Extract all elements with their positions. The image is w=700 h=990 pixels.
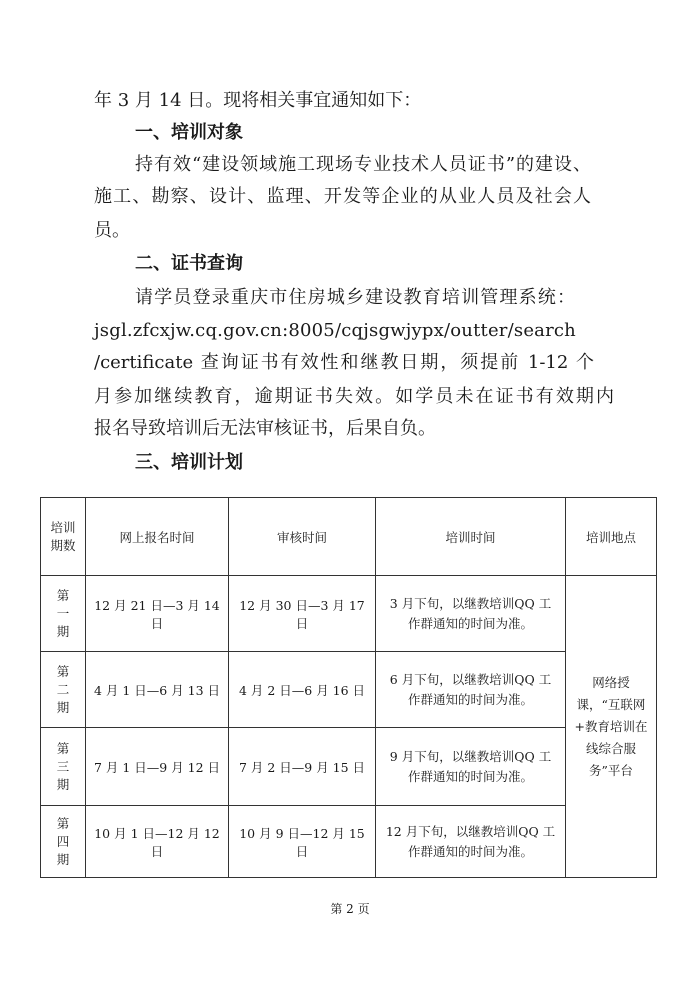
header-signup: 网上报名时间 (86, 498, 229, 576)
place-cell: 网络授课，“互联网+教育培训在线综合服务”平台 (566, 576, 657, 878)
header-review: 审核时间 (229, 498, 376, 576)
section3-heading: 三、培训计划 (135, 452, 243, 473)
section2-line-1: 请学员登录重庆市住房城乡建设教育培训管理系统： (135, 287, 575, 308)
table-row (41, 652, 657, 728)
header-period: 培训 期数 (41, 498, 86, 576)
table-row (41, 806, 657, 878)
review-cell: 4 月 2 日—6 月 16 日 (229, 652, 376, 728)
signup-cell: 4 月 1 日—6 月 13 日 (86, 652, 229, 728)
review-cell: 7 月 2 日—9 月 15 日 (229, 728, 376, 806)
section2-line-5: 报名导致培训后无法审核证书，后果自负。 (94, 418, 436, 439)
period-cell: 第 二 期 (41, 652, 86, 728)
table-row (41, 728, 657, 806)
page-number: 第 2 页 (330, 902, 370, 916)
period-cell: 第 一 期 (41, 576, 86, 652)
section1-heading: 一、培训对象 (135, 122, 243, 143)
section1-line-1: 持有效“建设领域施工现场专业技术人员证书”的建设、 (135, 154, 591, 175)
signup-cell: 7 月 1 日—9 月 12 日 (86, 728, 229, 806)
header-place: 培训地点 (566, 498, 657, 576)
review-cell: 10 月 9 日—12 月 15 日 (229, 806, 376, 878)
section1-line-2: 施工、勘察、设计、监理、开发等企业的从业人员及社会人 (94, 186, 591, 207)
training-plan-table (40, 497, 657, 878)
signup-cell: 12 月 21 日—3 月 14 日 (86, 576, 229, 652)
intro-line: 年 3 月 14 日。现将相关事宜通知如下： (94, 90, 422, 111)
period-cell: 第 三 期 (41, 728, 86, 806)
training-cell: 3 月下旬，以继教培训QQ 工作群通知的时间为准。 (376, 576, 566, 652)
section1-line-3: 员。 (94, 220, 130, 241)
header-training: 培训时间 (376, 498, 566, 576)
system-url: jsgl.zfcxjw.cq.gov.cn:8005/cqjsgwjypx/outter/search (94, 320, 576, 341)
training-cell: 6 月下旬，以继教培训QQ 工作群通知的时间为准。 (376, 652, 566, 728)
section2-heading: 二、证书查询 (135, 253, 243, 274)
section2-line-3: /certificate 查询证书有效性和继教日期，须提前 1-12 个 (94, 352, 594, 373)
period-cell: 第 四 期 (41, 806, 86, 878)
table-header-row (41, 498, 657, 576)
signup-cell: 10 月 1 日—12 月 12 日 (86, 806, 229, 878)
review-cell: 12 月 30 日—3 月 17 日 (229, 576, 376, 652)
table-row (41, 576, 657, 652)
training-cell: 12 月下旬，以继教培训QQ 工作群通知的时间为准。 (376, 806, 566, 878)
section2-line-4: 月参加继续教育，逾期证书失效。如学员未在证书有效期内 (94, 386, 614, 407)
training-cell: 9 月下旬，以继教培训QQ 工作群通知的时间为准。 (376, 728, 566, 806)
